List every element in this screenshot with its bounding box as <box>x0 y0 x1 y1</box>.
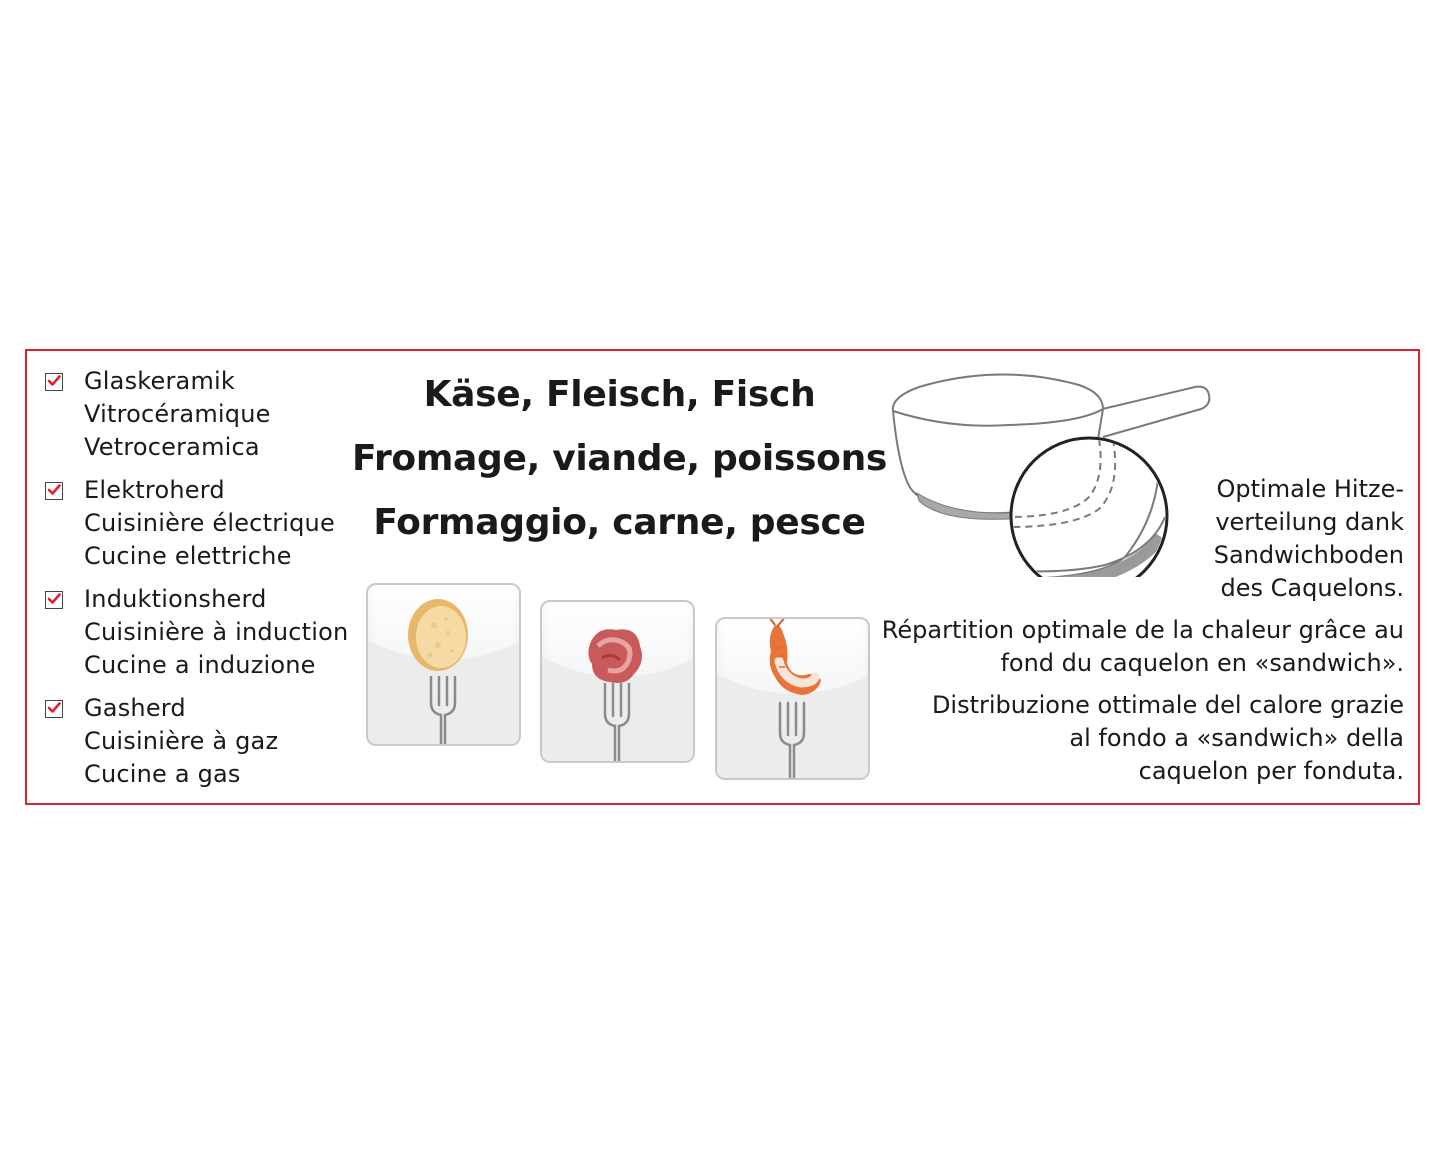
stove-label-it: Cucine a gas <box>84 760 241 788</box>
bread-on-fork-icon <box>368 585 521 746</box>
description-de-line: Optimale Hitze- <box>1216 475 1404 503</box>
info-panel <box>25 349 1420 805</box>
shrimp-on-fork-icon <box>717 619 870 780</box>
food-tile-shrimp <box>715 617 870 780</box>
headline-fr: Fromage, viande, poissons <box>351 438 888 479</box>
description-de-line: Sandwichboden <box>1213 541 1404 569</box>
description-fr <box>882 614 1404 680</box>
stove-item-induction <box>45 583 348 682</box>
food-tile-meat <box>540 600 695 763</box>
stove-label-de: Elektroherd <box>84 476 225 504</box>
check-icon <box>45 700 63 718</box>
stove-item-glass-ceramic <box>45 365 271 464</box>
food-tile-bread <box>366 583 521 746</box>
description-it <box>932 689 1404 788</box>
check-icon <box>45 482 63 500</box>
stove-label-fr: Vitrocéramique <box>84 400 271 428</box>
description-de <box>1214 473 1404 605</box>
description-it-line: Distribuzione ottimale del calore grazie <box>931 691 1404 719</box>
headline <box>347 363 892 555</box>
stove-label-de: Gasherd <box>84 694 186 722</box>
check-icon <box>45 591 63 609</box>
stove-label-fr: Cuisinière à gaz <box>84 727 279 755</box>
stove-item-electric <box>45 474 335 573</box>
description-fr-line: Répartition optimale de la chaleur grâce au <box>881 616 1404 644</box>
description-de-line: verteilung dank <box>1215 508 1404 536</box>
stove-label-fr: Cuisinière électrique <box>84 509 335 537</box>
headline-de: Käse, Fleisch, Fisch <box>423 374 816 415</box>
description-fr-line: fond du caquelon en «sandwich». <box>1000 649 1404 677</box>
stove-label-it: Cucine a induzione <box>84 651 316 679</box>
stove-item-gas <box>45 692 278 791</box>
description-it-line: al fondo a «sandwich» della <box>1069 724 1404 752</box>
headline-it: Formaggio, carne, pesce <box>373 502 866 543</box>
stove-label-it: Vetroceramica <box>84 433 260 461</box>
stove-label-de: Glaskeramik <box>84 367 236 395</box>
stove-label-fr: Cuisinière à induction <box>84 618 349 646</box>
description-it-line: caquelon per fonduta. <box>1138 757 1404 785</box>
stove-label-de: Induktionsherd <box>84 585 267 613</box>
stove-label-it: Cucine elettriche <box>84 542 292 570</box>
check-icon <box>45 373 63 391</box>
description-de-line: des Caquelons. <box>1220 574 1404 602</box>
caquelon-sandwich-base-icon <box>889 367 1219 581</box>
meat-on-fork-icon <box>542 602 695 763</box>
